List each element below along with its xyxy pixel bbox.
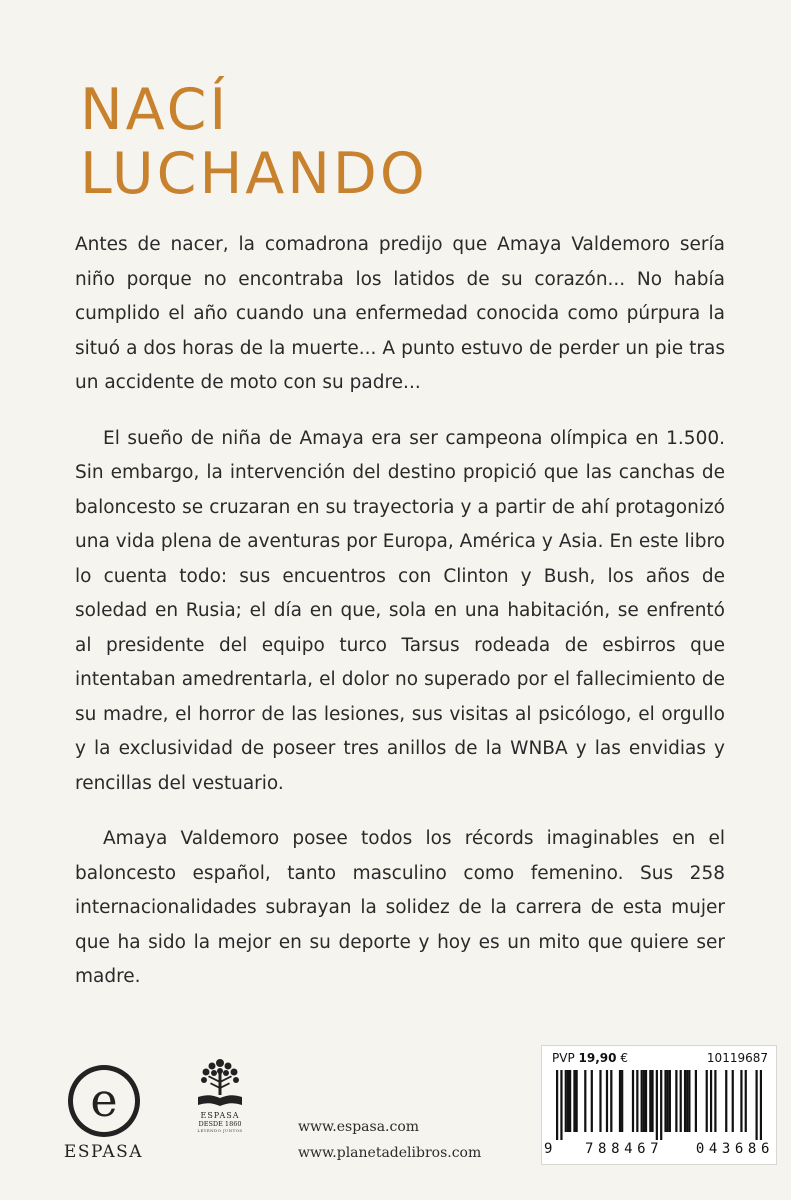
isbn-first-digit: 9 (544, 1141, 553, 1157)
barcode-bar (686, 1070, 688, 1132)
tree-logo-motto: LEYENDO JUNTOS (197, 1128, 243, 1133)
price-currency: € (620, 1051, 628, 1065)
barcode-bar (569, 1070, 571, 1132)
barcode-bar (636, 1070, 638, 1132)
barcode-bar (714, 1070, 716, 1132)
barcode-bar (680, 1070, 682, 1132)
barcode-bar (610, 1070, 612, 1132)
title-line-2: LUCHANDO (80, 141, 428, 207)
barcode-bar (619, 1070, 621, 1132)
barcode-bar (656, 1070, 658, 1140)
barcode-bar (641, 1070, 643, 1132)
barcode-bar (745, 1070, 747, 1132)
barcode-bar (710, 1070, 712, 1132)
barcode-bar (675, 1070, 677, 1132)
tree-logo-since: DESDE 1860 (198, 1120, 242, 1128)
synopsis-paragraph-3: Amaya Valdemoro posee todos los récords imaginables en el baloncesto español, tanto masculino como femenino. Sus 258 internacionalidades subrayan la solidez de la carrera de esta mujer que ha sido la mejor en su deporte y hoy es un mito que quiere ser madre. (75, 828, 725, 987)
barcode-bar (556, 1070, 558, 1140)
synopsis-paragraph-2: El sueño de niña de Amaya era ser campeona olímpica en 1.500. Sin embargo, la intervención del destino propició que las canchas de baloncesto se cruzaran en su trayectoria y a partir de ahí protagonizó una vida plena de aventuras por Europa, América y Asia. En este libro lo cuenta todo: sus encuentros con Clinton y Bush, los años de soledad en Rusia; el día en que, sola en una habitación, se enfrentó al presidente del equipo turco Tarsus rodeada de esbirros que intentaban amedrentarla, el dolor no superado por el fallecimiento de su madre, el horror de las lesiones, sus visitas al psicólogo, el orgullo y la exclusividad de poseer tres anillos de la WNBA y las envidias y rencillas del vestuario. (75, 427, 725, 794)
barcode-bar (688, 1070, 690, 1132)
barcode-bar (584, 1070, 586, 1132)
publisher-logo (56, 1062, 151, 1162)
barcode-bar (591, 1070, 593, 1132)
barcode-bar (669, 1070, 671, 1132)
barcode-bar (599, 1070, 601, 1132)
barcode-bar (606, 1070, 608, 1132)
barcode-bar (732, 1070, 734, 1132)
isbn-group-1: 788467 (585, 1141, 664, 1157)
price-value: 19,90 (578, 1051, 617, 1065)
barcode-bar (645, 1070, 647, 1132)
barcode-bar (695, 1070, 697, 1132)
title-line-1: NACÍ (80, 77, 230, 143)
barcode-bar (576, 1070, 578, 1132)
barcode-bar (621, 1070, 623, 1132)
barcode-box (541, 1045, 777, 1165)
barcode-bar (706, 1070, 708, 1132)
barcode-bar (651, 1070, 653, 1132)
barcode-bar (560, 1070, 562, 1140)
barcode-bar (667, 1070, 669, 1132)
tree-book-icon (192, 1055, 248, 1111)
url-planetadelibros: www.planetadelibros.com (298, 1145, 482, 1161)
barcode-bar (760, 1070, 762, 1140)
barcode-bar (755, 1070, 757, 1140)
synopsis-paragraph-1: Antes de nacer, la comadrona predijo que Amaya Valdemoro sería niño porque no encontraba los latidos de su corazón... No había cumplido el año cuando una enfermedad conocida como púrpura la situó a dos horas de la muerte... A punto estuvo de perder un pie tras un accidente de moto con su padre... (75, 234, 725, 393)
barcode (556, 1070, 762, 1140)
tree-logo-name: ESPASA (200, 1111, 240, 1120)
barcode-bar (684, 1070, 686, 1132)
barcode-bar (740, 1070, 742, 1132)
barcode-bar (573, 1070, 575, 1132)
barcode-bar (643, 1070, 645, 1132)
url-espasa: www.espasa.com (298, 1119, 420, 1135)
barcode-bar (632, 1070, 634, 1132)
isbn-group-2: 043686 (695, 1141, 774, 1157)
svg-text:e: e (89, 1073, 118, 1127)
tree-logo (188, 1055, 252, 1134)
espasa-e-icon (65, 1062, 143, 1140)
publisher-name: ESPASA (63, 1142, 144, 1162)
barcode-bar (660, 1070, 662, 1140)
barcode-bar (565, 1070, 567, 1132)
book-title (80, 78, 428, 206)
pvp-label: PVP (552, 1051, 575, 1065)
isbn-digits (544, 1141, 774, 1157)
product-code: 10119687 (706, 1051, 768, 1065)
barcode-bar (567, 1070, 569, 1132)
barcode-bar (649, 1070, 651, 1132)
price-line (552, 1051, 768, 1065)
publisher-urls (298, 1114, 481, 1166)
barcode-bar (725, 1070, 727, 1132)
barcode-bar (664, 1070, 666, 1132)
synopsis (75, 228, 725, 995)
